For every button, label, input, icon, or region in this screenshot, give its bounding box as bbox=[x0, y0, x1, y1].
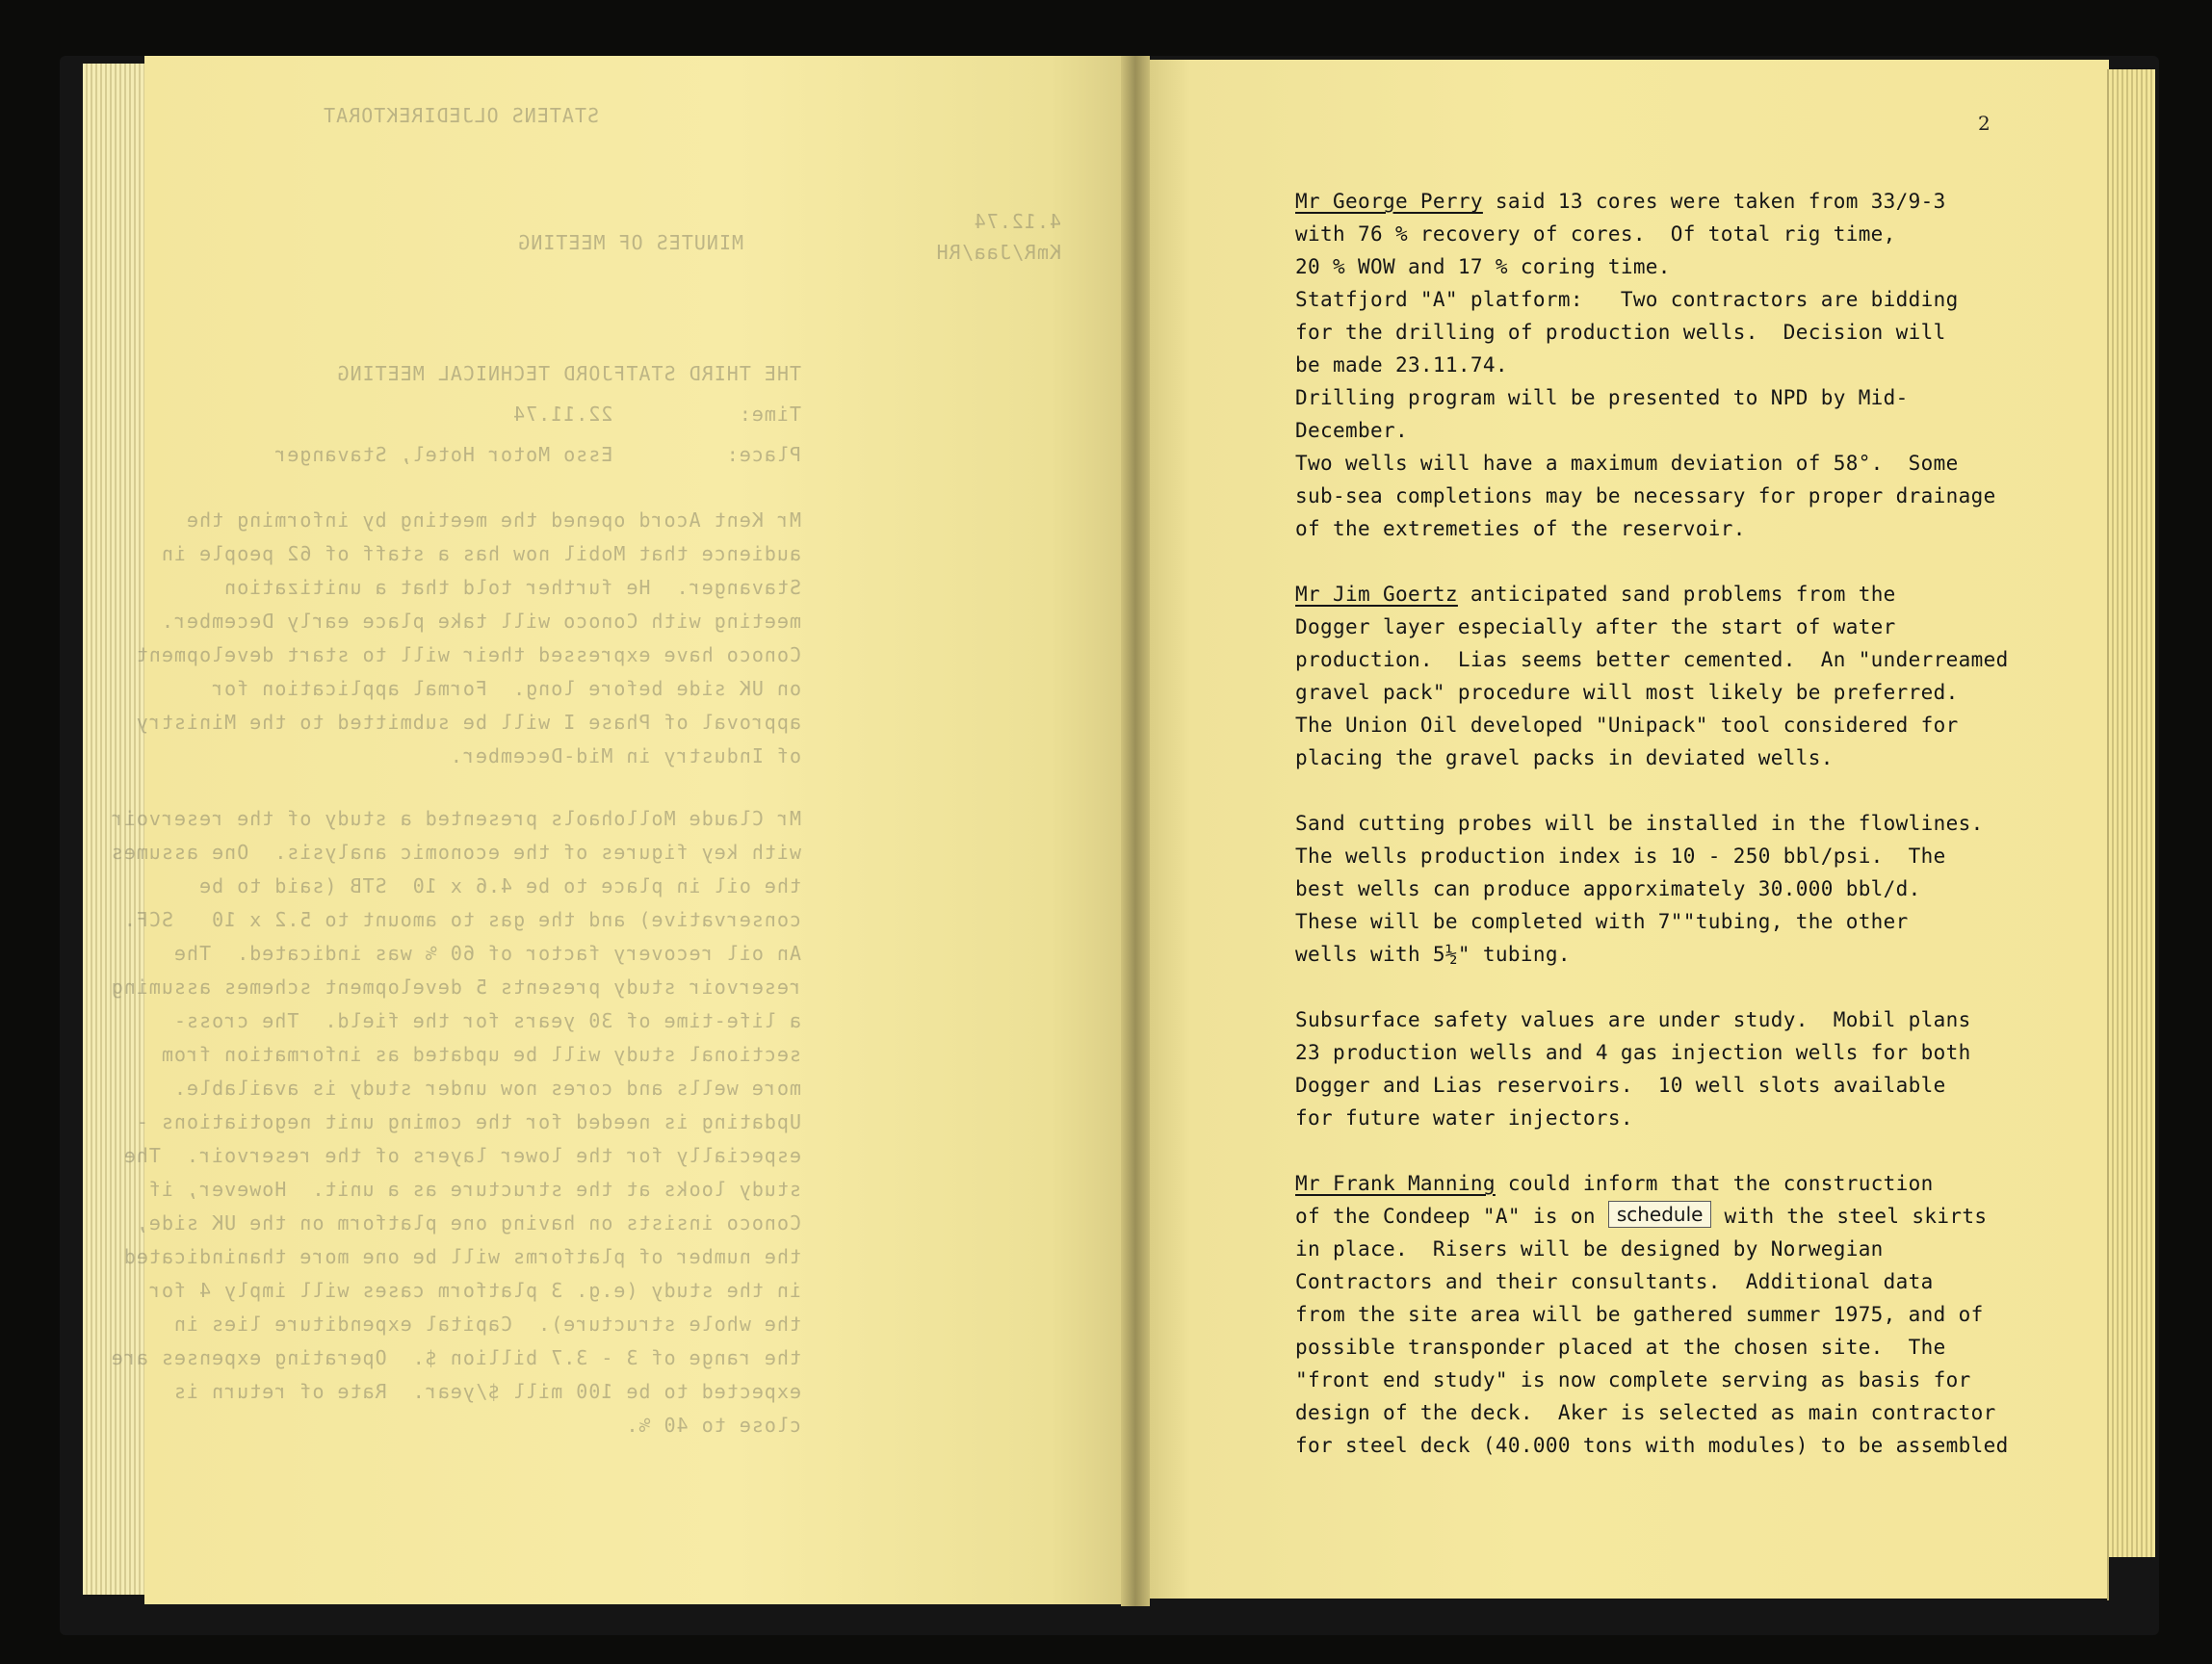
text-line: for future water injectors. bbox=[1295, 1106, 1633, 1130]
bleed-line: close to 40 %. bbox=[625, 1414, 801, 1437]
text-line: production. Lias seems better cemented. An "underreamed bbox=[1295, 648, 2009, 671]
bleed-line: with key figures of the economic analysis. One assumes bbox=[110, 841, 801, 864]
text-line: from the site area will be gathered summer 1975, and of bbox=[1295, 1303, 1984, 1326]
text-line: sub-sea completions may be necessary for proper drainage bbox=[1295, 484, 1996, 507]
paragraph-sand bbox=[1295, 807, 2066, 971]
bleed-line: of Industry in Mid-December. bbox=[449, 744, 801, 767]
bleed-header: STATENS OLJEDIREKTORAT bbox=[323, 104, 599, 127]
bleed-date: 4.12.74 bbox=[973, 210, 1061, 233]
text-line: The wells production index is 10 - 250 bbl/psi. The bbox=[1295, 845, 1946, 868]
text-line: Statfjord "A" platform: Two contractors are bidding bbox=[1295, 288, 1959, 311]
paragraph-manning bbox=[1295, 1167, 2066, 1462]
bleed-line: in the study (e.g. 3 platform cases will imply 4 for bbox=[147, 1279, 801, 1302]
text-line: be made 23.11.74. bbox=[1295, 353, 1508, 377]
bleed-line: sectional study will be updated as information from bbox=[160, 1043, 801, 1066]
bleed-line: on UK side before long. Formal application for bbox=[211, 677, 801, 700]
bleed-line: approval of Phase I will be submitted to the Ministry bbox=[135, 711, 801, 734]
text-line: of the Condeep "A" is on schedule with the steel skirts bbox=[1295, 1203, 1988, 1228]
bleed-line: study looks at the structure as a unit. However, if bbox=[147, 1178, 801, 1201]
text-line: "front end study" is now complete serving as basis for bbox=[1295, 1368, 1971, 1391]
page-number: 2 bbox=[1978, 112, 1991, 135]
bleed-time: Time: 22.11.74 bbox=[512, 403, 801, 426]
text-line: Two wells will have a maximum deviation of 58°. Some bbox=[1295, 452, 1959, 475]
bleed-line: Mr Kent Acord opened the meeting by informing the bbox=[185, 508, 801, 532]
text-line: with 76 % recovery of cores. Of total rig time, bbox=[1295, 222, 1896, 246]
text-line: Sand cutting probes will be installed in the flowlines. bbox=[1295, 812, 1984, 835]
minutes-text bbox=[1295, 185, 2066, 1495]
bleed-line: reservoir study presents 5 development schemes assuming bbox=[110, 975, 801, 999]
paragraph-safety bbox=[1295, 1003, 2066, 1134]
text-line: Mr Frank Manning could inform that the construction bbox=[1295, 1172, 1934, 1195]
text-line: gravel pack" procedure will most likely be preferred. bbox=[1295, 681, 1959, 704]
bleed-line: meeting with Conoco will take place early December. bbox=[160, 610, 801, 633]
bleed-through-text bbox=[110, 56, 1129, 1604]
bleed-ref: KmR/Jaa/RH bbox=[935, 241, 1061, 264]
bleed-line: especially for the lower layers of the reservoir. The bbox=[122, 1144, 801, 1167]
paragraph-perry bbox=[1295, 185, 2066, 545]
text-line: 20 % WOW and 17 % coring time. bbox=[1295, 255, 1671, 278]
bleed-line: Conoco have expressed their will to start development bbox=[135, 643, 801, 666]
text-line: Dogger layer especially after the start of water bbox=[1295, 615, 1896, 638]
bleed-line: a life-time of 30 years for the field. The cross- bbox=[172, 1009, 801, 1032]
paragraph-goertz bbox=[1295, 578, 2066, 774]
speaker-name: Mr George Perry bbox=[1295, 190, 1483, 213]
text-line: Contractors and their consultants. Additional data bbox=[1295, 1270, 1934, 1293]
bleed-place: Place: Esso Motor Hotel, Stavanger bbox=[273, 443, 801, 466]
bleed-line: expected to be 100 mill $/year. Rate of return is bbox=[172, 1380, 801, 1403]
bleed-line: the range of 3 - 3.7 billion $. Operating expenses are bbox=[110, 1346, 801, 1369]
text-line: possible transponder placed at the chosen site. The bbox=[1295, 1336, 1946, 1359]
bleed-line: Updating is needed for the coming unit negotiations - bbox=[135, 1110, 801, 1133]
handwritten-correction: schedule bbox=[1608, 1201, 1712, 1228]
text-line: of the extremeties of the reservoir. bbox=[1295, 517, 1746, 540]
text-line: The Union Oil developed "Unipack" tool considered for bbox=[1295, 714, 1959, 737]
text-line: December. bbox=[1295, 419, 1408, 442]
text-line: design of the deck. Aker is selected as main contractor bbox=[1295, 1401, 1996, 1424]
text-line: Mr Jim Goertz anticipated sand problems from the bbox=[1295, 583, 1896, 606]
bleed-line: Mr Claude Mollohaols presented a study of the reservoir bbox=[110, 807, 801, 830]
text-line: These will be completed with 7""tubing, the other bbox=[1295, 910, 1909, 933]
bleed-line: more wells and cores now under study is available. bbox=[172, 1077, 801, 1100]
bleed-line: the oil in place to be 4.6 x 10 STB (said to be bbox=[198, 874, 801, 897]
text-line: in place. Risers will be designed by Norwegian bbox=[1295, 1237, 1884, 1261]
bleed-line: the whole structure). Capital expenditure lies in bbox=[172, 1313, 801, 1336]
text-line: 23 production wells and 4 gas injection wells for both bbox=[1295, 1041, 1971, 1064]
speaker-name: Mr Jim Goertz bbox=[1295, 583, 1458, 606]
text-line: Drilling program will be presented to NPD by Mid- bbox=[1295, 386, 1909, 409]
bleed-line: audience that Mobil now has a staff of 62 people in bbox=[160, 542, 801, 565]
text-line: for the drilling of production wells. Decision will bbox=[1295, 321, 1946, 344]
bleed-line: the number of platforms will be one more thanindicated bbox=[122, 1245, 801, 1268]
text-line: Dogger and Lias reservoirs. 10 well slots available bbox=[1295, 1074, 1946, 1097]
bleed-line: Conoco insists on having one platform on the UK side, bbox=[135, 1211, 801, 1235]
text-line: Subsurface safety values are under study. Mobil plans bbox=[1295, 1008, 1971, 1031]
bleed-line: Stavanger. He further told that a unitization bbox=[223, 576, 801, 599]
text-line: best wells can produce apporximately 30.000 bbl/d. bbox=[1295, 877, 1921, 900]
bleed-title: MINUTES OF MEETING bbox=[517, 231, 743, 254]
bleed-meeting: THE THIRD STATFJORD TECHNICAL MEETING bbox=[336, 362, 801, 385]
page-edge bbox=[2107, 69, 2109, 1600]
text-line: wells with 5½" tubing. bbox=[1295, 943, 1571, 966]
bleed-line: An oil recovery factor of 60 % was indicated. The bbox=[172, 942, 801, 965]
bleed-line: conservative) and the gas to amount to 5.2 x 10 SCF. bbox=[122, 908, 801, 931]
text-line: for steel deck (40.000 tons with modules) to be assembled bbox=[1295, 1434, 2009, 1457]
text-line: placing the gravel packs in deviated wells. bbox=[1295, 746, 1834, 769]
text-line: Mr George Perry said 13 cores were taken from 33/9-3 bbox=[1295, 190, 1946, 213]
speaker-name: Mr Frank Manning bbox=[1295, 1172, 1496, 1195]
